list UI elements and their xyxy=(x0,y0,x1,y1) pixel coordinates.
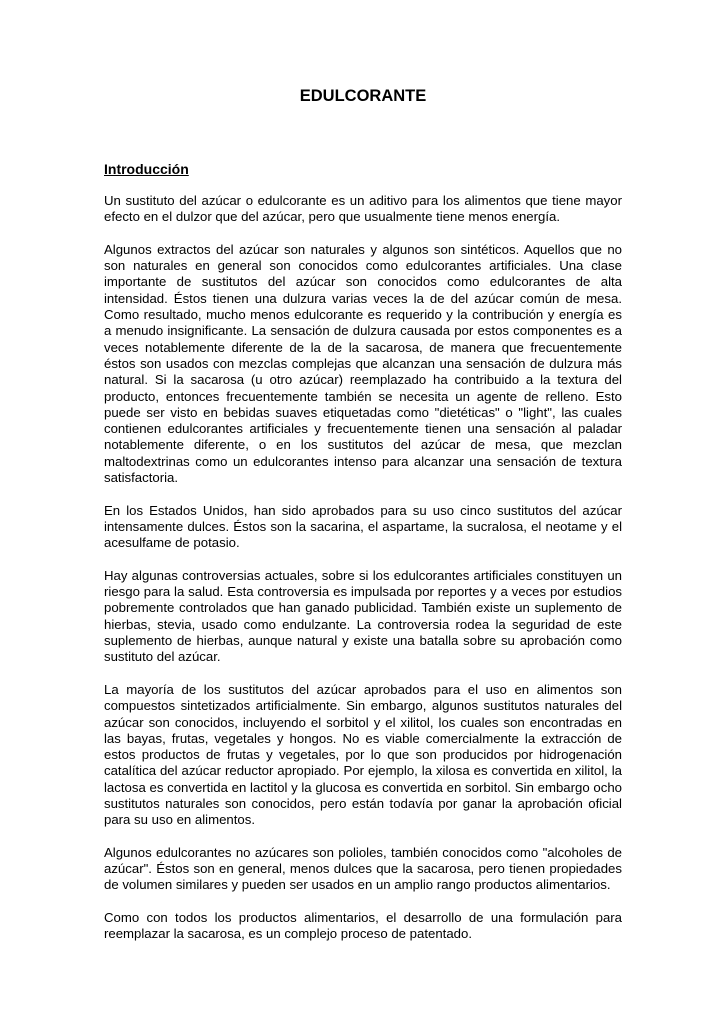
paragraph: Como con todos los productos alimentarios, el desarrollo de una formulación para reemplazar la sacarosa, es un complejo proceso de patentado. xyxy=(104,910,622,942)
paragraph: La mayoría de los sustitutos del azúcar aprobados para el uso en alimentos son compuestos sintetizados artificialmente. Sin embargo, algunos sustitutos naturales del azúcar son conocidos, incluyendo el sorbitol y el xilitol, los cuales son encontradas en las bayas, frutas, vegetales y hongos. No es viable comercialmente la extracción de estos productos de frutas y vegetales, por lo que son producidos por hidrogenación catalítica del azúcar reductor apropiado. Por ejemplo, la xilosa es convertida en xilitol, la lactosa es convertida en lactitol y la glucosa es convertida en sorbitol. Sin embargo ocho sustitutos naturales son conocidos, pero están todavía por ganar la aprobación oficial para su uso en alimentos. xyxy=(104,681,622,828)
paragraph: En los Estados Unidos, han sido aprobados para su uso cinco sustitutos del azúcar intensamente dulces. Éstos son la sacarina, el aspartame, la sucralosa, el neotame y el acesulfame de potasio. xyxy=(104,502,622,551)
document-title: EDULCORANTE xyxy=(299,87,427,105)
document-page xyxy=(104,86,622,959)
paragraph: Algunos edulcorantes no azúcares son polioles, también conocidos como "alcoholes de azúcar". Éstos son en general, menos dulces que la sacarosa, pero tienen propiedades de volumen similares y pueden ser usados en un amplio rango productos alimentarios. xyxy=(104,844,622,893)
paragraph: Hay algunas controversias actuales, sobre si los edulcorantes artificiales constituyen un riesgo para la salud. Esta controversia es impulsada por reportes y a veces por estudios pobremente controlados que han ganado publicidad. También existe un suplemento de hierbas, stevia, usado como endulzante. La controversia rodea la seguridad de este suplemento de hierbas, aunque natural y existe una batalla sobre su aprobación como sustituto del azúcar. xyxy=(104,567,622,665)
paragraph: Algunos extractos del azúcar son naturales y algunos son sintéticos. Aquellos que no son naturales en general son conocidos como edulcorantes artificiales. Una clase importante de sustitutos del azúcar son conocidos como edulcorantes de alta intensidad. Éstos tienen una dulzura varias veces la de del azúcar común de mesa. Como resultado, mucho menos edulcorante es requerido y la contribución y energía es a menudo insignificante. La sensación de dulzura causada por estos componentes es a veces notablemente diferente de la de la sacarosa, de manera que frecuentemente éstos son usados con mezclas complejas que alcanzan una sensación de dulzura más natural. Si la sacarosa (u otro azúcar) reemplazado ha contribuido a la textura del producto, entonces frecuentemente también se necesita un agente de relleno. Esto puede ser visto en bebidas suaves etiquetadas como "dietéticas" o "light", las cuales contienen edulcorantes artificiales y frecuentemente tienen una sensación al paladar notablemente diferente, o en los sustitutos del azúcar de mesa, que mezclan maltodextrinas como un edulcorantes intenso para alcanzar una sensación de textura satisfactoria. xyxy=(104,241,622,486)
section-heading-introduccion: Introducción xyxy=(104,161,189,177)
paragraph: Un sustituto del azúcar o edulcorante es un aditivo para los alimentos que tiene mayor efecto en el dulzor que del azúcar, pero que usualmente tiene menos energía. xyxy=(104,193,622,225)
